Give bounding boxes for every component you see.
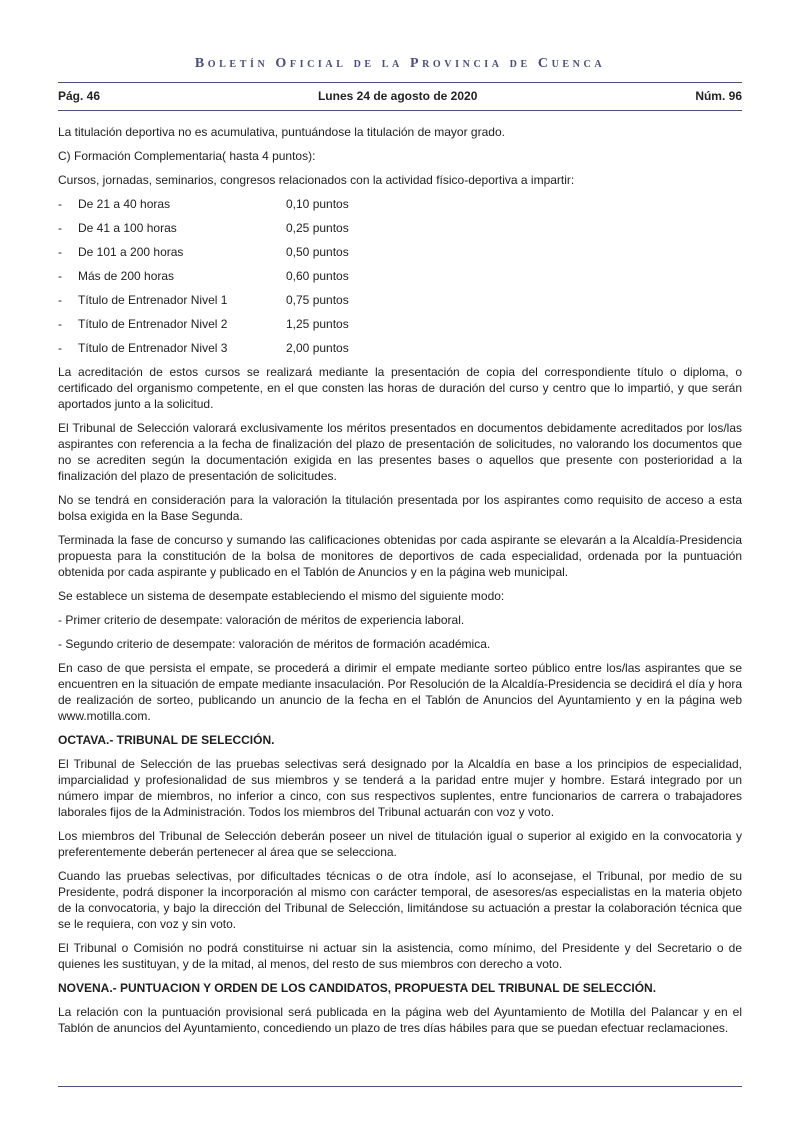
footer-rule	[58, 1086, 742, 1087]
list-value: 0,25 puntos	[286, 221, 349, 235]
list-item	[58, 268, 742, 284]
list-value: 2,00 puntos	[286, 341, 349, 355]
paragraph: No se tendrá en consideración para la valoración la titulación presentada por los aspirantes como requisito de acceso a esta bolsa exigida en la Base Segunda.	[58, 493, 742, 523]
list-dash: -	[58, 341, 62, 355]
paragraph: Cuando las pruebas selectivas, por dificultades técnicas o de otra índole, así lo aconsejase, el Tribunal, por medio de su Presidente, podrá disponer la incorporación al mismo con carácter temporal, de asesores/as especialistas en la materia objeto de la convocatoria, y bajo la dirección del Tribunal de Selección, limitándose su actuación a prestar la colaboración técnica que se le requiera, con voz y sin voto.	[58, 869, 742, 931]
list-label: De 101 a 200 horas	[78, 245, 184, 259]
list-label: Título de Entrenador Nivel 2	[78, 317, 228, 331]
list-item	[58, 220, 742, 236]
list-dash: -	[58, 245, 62, 259]
list-dash: -	[58, 197, 62, 211]
score-list	[58, 196, 742, 356]
list-label: De 21 a 40 horas	[78, 197, 171, 211]
list-dash: -	[58, 269, 62, 283]
list-item	[58, 292, 742, 308]
list-label: Título de Entrenador Nivel 3	[78, 341, 228, 355]
list-value: 1,25 puntos	[286, 317, 349, 331]
paragraph: Se establece un sistema de desempate estableciendo el mismo del siguiente modo:	[58, 589, 505, 603]
header-rule	[58, 110, 742, 111]
list-item	[58, 316, 742, 332]
list-value: 0,75 puntos	[286, 293, 349, 307]
page-header	[58, 89, 742, 103]
list-label: Más de 200 horas	[78, 269, 175, 283]
list-item	[58, 340, 742, 356]
list-dash: -	[58, 293, 62, 307]
section-heading: NOVENA.- PUNTUACION Y ORDEN DE LOS CANDIDATOS, PROPUESTA DEL TRIBUNAL DE SELECCIÓN.	[58, 981, 657, 995]
list-item	[58, 244, 742, 260]
paragraph: El Tribunal o Comisión no podrá constituirse ni actuar sin la asistencia, como mínimo, del Presidente y del Secretario o de quienes les sustituyan, y de la mitad, al menos, del resto de sus miembros con derecho a voto.	[58, 941, 742, 971]
section-heading: OCTAVA.- TRIBUNAL DE SELECCIÓN.	[58, 733, 275, 747]
paragraph: C) Formación Complementaria( hasta 4 puntos):	[58, 149, 316, 163]
document-body	[58, 124, 742, 1044]
paragraph: - Segundo criterio de desempate: valoración de méritos de formación académica.	[58, 637, 491, 651]
issue-date: Lunes 24 de agosto de 2020	[317, 89, 478, 103]
masthead-rule	[58, 82, 742, 83]
paragraph: Terminada la fase de concurso y sumando las calificaciones obtenidas por cada aspirante se elevarán a la Alcaldía-Presidencia propuesta para la constitución de la bolsa de monitores de deportivos de cada especialidad, ordenada por la puntuación obtenida por cada aspirante y publicado en el Tablón de Anuncios y en la página web municipal.	[58, 533, 742, 579]
paragraph: - Primer criterio de desempate: valoración de méritos de experiencia laboral.	[58, 613, 465, 627]
paragraph: El Tribunal de Selección valorará exclusivamente los méritos presentados en documentos debidamente acreditados por los/las aspirantes con referencia a la fecha de finalización del plazo de presentación de solicitudes, no valorando los documentos que no se acrediten según la documentación exigida en las presentes bases o aquellos que presente con posterioridad a la finalización del plazo de presentación de solicitudes.	[58, 421, 742, 483]
list-label: De 41 a 100 horas	[78, 221, 177, 235]
paragraph: La titulación deportiva no es acumulativa, puntuándose la titulación de mayor grado.	[58, 125, 505, 139]
list-item	[58, 196, 742, 212]
paragraph: El Tribunal de Selección de las pruebas selectivas será designado por la Alcaldía en base a los principios de especialidad, imparcialidad y profesionalidad de sus miembros y se tenderá a la paridad entre mujer y hombre. Estará integrado por un número impar de miembros, no inferior a cinco, con sus respectivos suplentes, entre funcionarios de carrera o trabajadores laborales fijos de la Administración. Todos los miembros del Tribunal actuarán con voz y voto.	[58, 757, 742, 819]
list-value: 0,10 puntos	[286, 197, 349, 211]
paragraph: En caso de que persista el empate, se procederá a dirimir el empate mediante sorteo público entre los/las aspirantes que se encuentren en la situación de empate mediante insaculación. Por Resolución de la Alcaldía-Presidencia se decidirá el día y hora de realización de sorteo, publicando un anuncio de la fecha en el Tablón de Anuncios del Ayuntamiento y en la página web www.motilla.com.	[58, 661, 742, 723]
paragraph: Cursos, jornadas, seminarios, congresos relacionados con la actividad físico-deportiva a impartir:	[58, 173, 575, 187]
list-value: 0,50 puntos	[286, 245, 349, 259]
list-dash: -	[58, 221, 62, 235]
masthead-title: Boletín Oficial de la Provincia de Cuenca	[194, 56, 606, 71]
page-number: Pág. 46	[58, 89, 101, 103]
paragraph: Los miembros del Tribunal de Selección deberán poseer un nivel de titulación igual o superior al exigido en la convocatoria y preferentemente deberán pertenecer al área que se selecciona.	[58, 829, 742, 859]
paragraph: La acreditación de estos cursos se realizará mediante la presentación de copia del correspondiente título o diploma, o certificado del organismo competente, en el que consten las horas de duración del curso y centro que lo impartió, y que serán aportados junto a la solicitud.	[58, 365, 742, 411]
paragraph: La relación con la puntuación provisional será publicada en la página web del Ayuntamiento de Motilla del Palancar y en el Tablón de anuncios del Ayuntamiento, concediendo un plazo de tres días hábiles para que se puedan efectuar reclamaciones.	[58, 1005, 742, 1035]
list-dash: -	[58, 317, 62, 331]
issue-number: Núm. 96	[695, 89, 742, 103]
list-label: Título de Entrenador Nivel 1	[78, 293, 228, 307]
list-value: 0,60 puntos	[286, 269, 349, 283]
